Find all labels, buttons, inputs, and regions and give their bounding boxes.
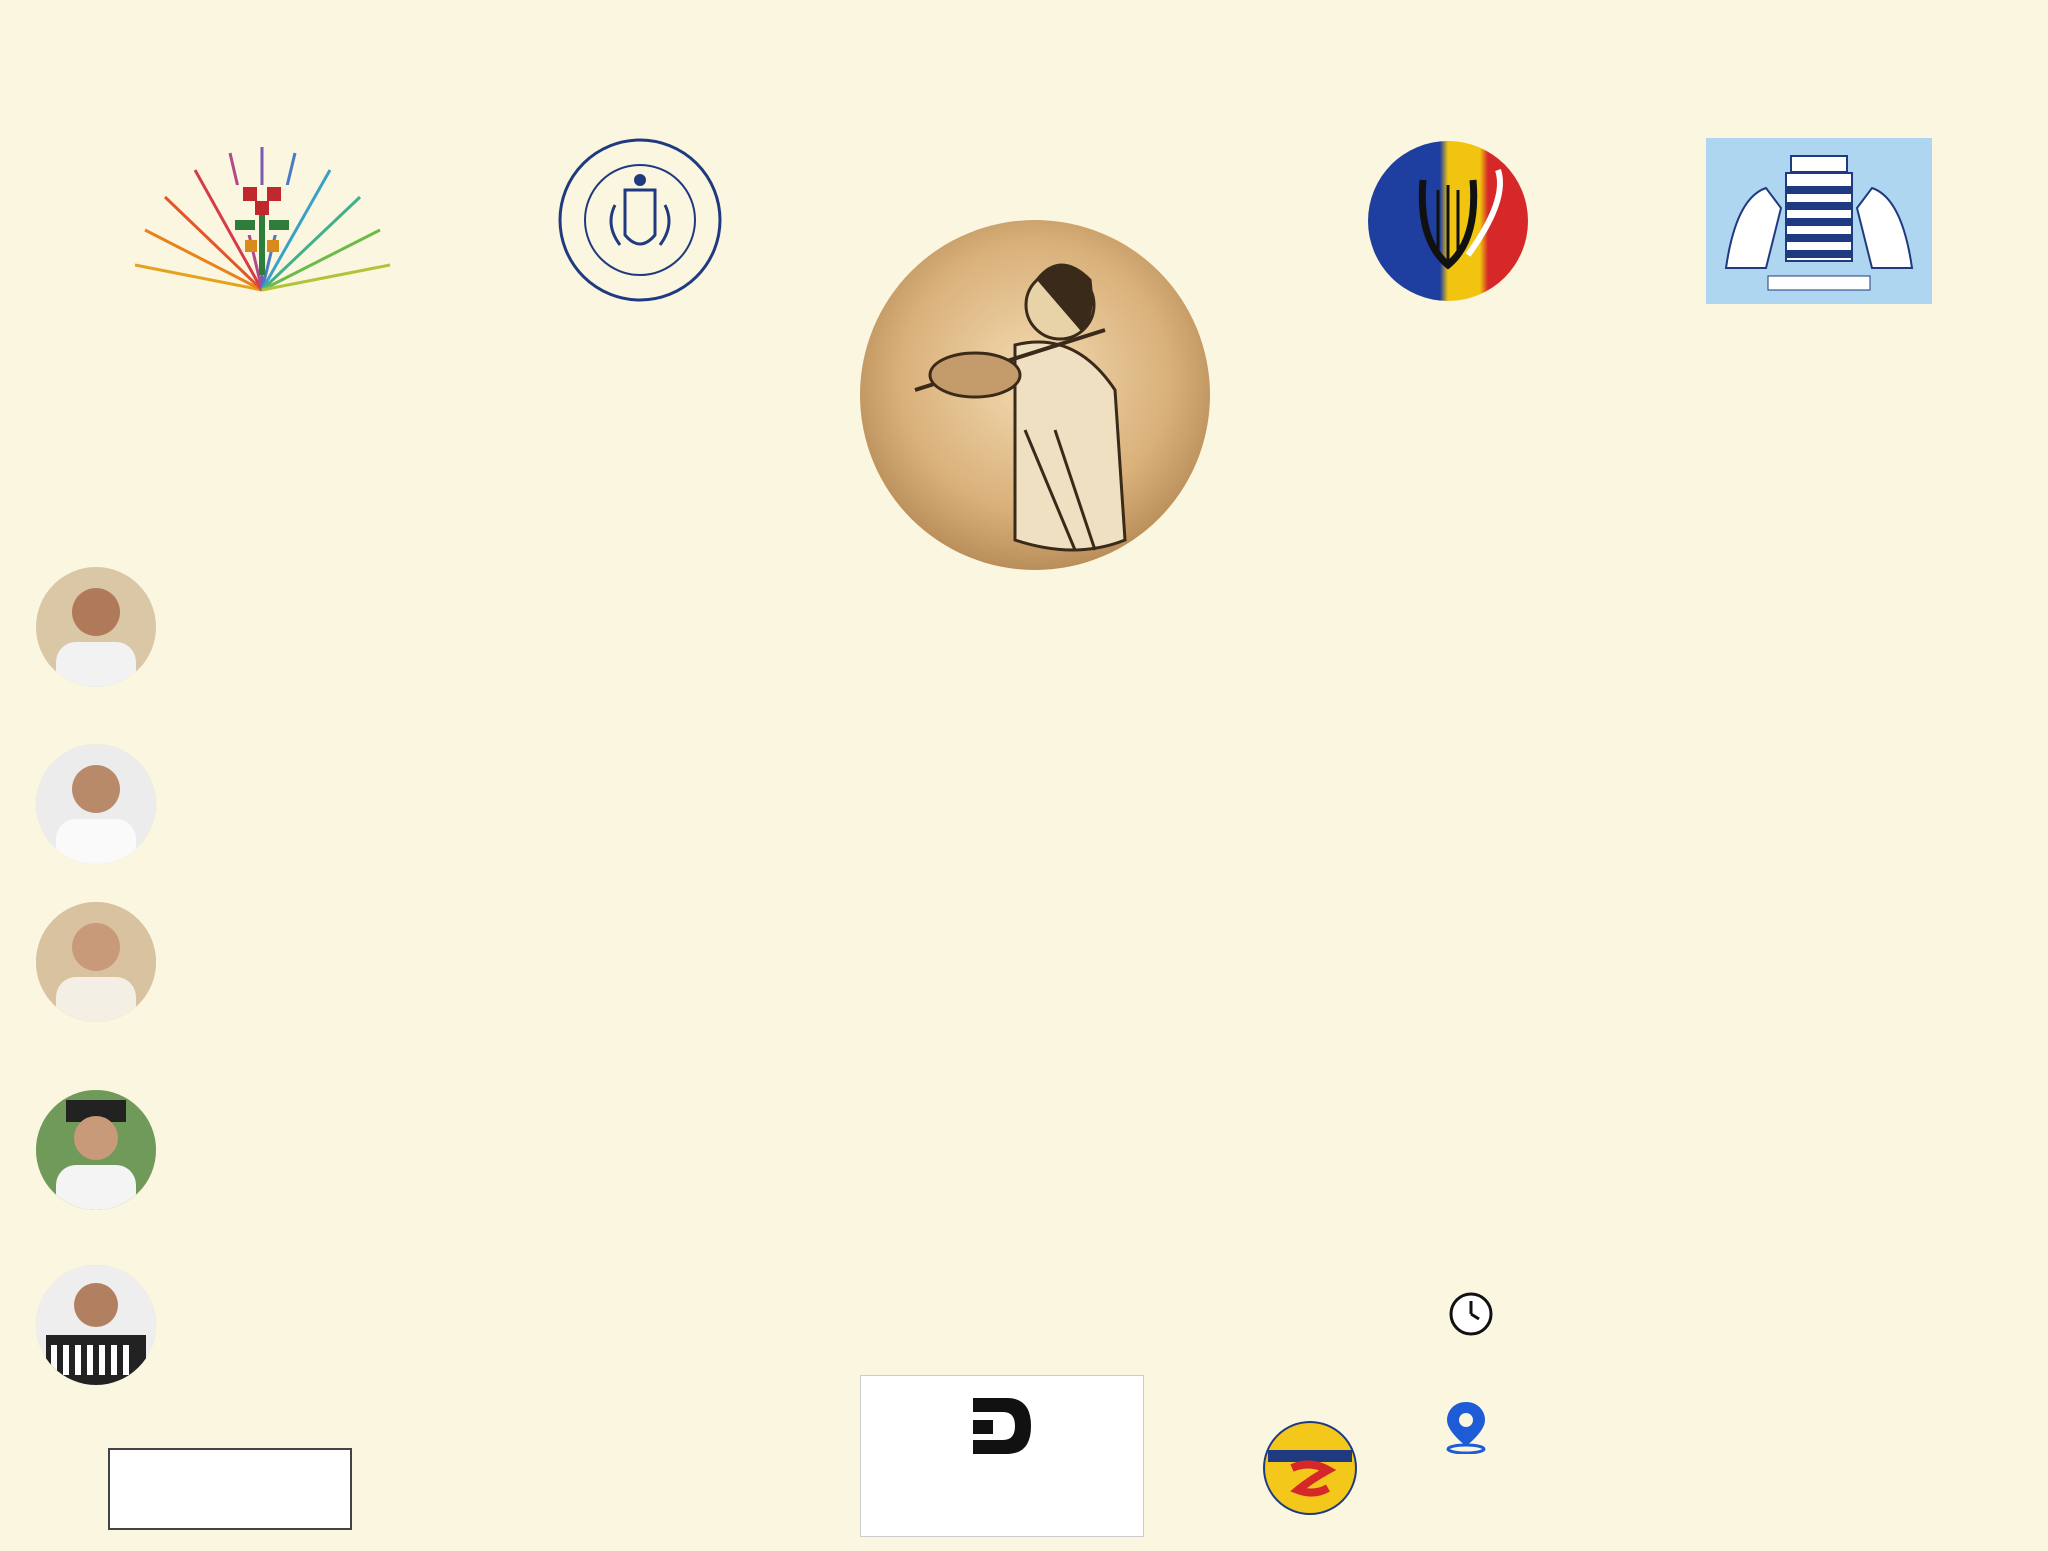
- avatar: [36, 1265, 156, 1385]
- jury-member-text: [172, 1126, 892, 1169]
- sponsor-tezaur-tv: [476, 1454, 726, 1524]
- avatar: [36, 1090, 156, 1210]
- location-pin-icon: [1438, 1398, 1494, 1454]
- sunburst-emblem-icon: [125, 145, 400, 295]
- clock-icon: [1448, 1291, 1494, 1337]
- government-seal-logo: [555, 135, 725, 305]
- avatar: [36, 902, 156, 1022]
- sponsor-danident: [108, 1448, 352, 1530]
- avatar: [36, 567, 156, 687]
- sponsor-draxlmaier: [860, 1375, 1144, 1537]
- avatar: [36, 744, 156, 864]
- jury-member-text: [172, 591, 892, 634]
- tezaur-cultural-nord-logo: [125, 145, 400, 335]
- association-logo: [1348, 140, 1548, 302]
- government-seal-icon: [555, 135, 725, 305]
- jury-member-text: [172, 762, 892, 805]
- center-emblem: [775, 130, 1295, 660]
- lyre-icon: [1348, 140, 1548, 302]
- draxlmaier-logo-icon: [861, 1376, 1143, 1466]
- event-info: [1604, 1456, 1618, 1487]
- event-time: [1448, 1280, 1502, 1347]
- primaria-logo: [1706, 138, 1932, 304]
- jury-member-text: [172, 926, 892, 969]
- moldindconbank-logo-icon: [1262, 1420, 1358, 1516]
- emblem-ring: [775, 130, 1295, 660]
- coat-of-arms-icon: [1706, 138, 1932, 304]
- sponsor-moldindconbank: [1262, 1420, 1358, 1516]
